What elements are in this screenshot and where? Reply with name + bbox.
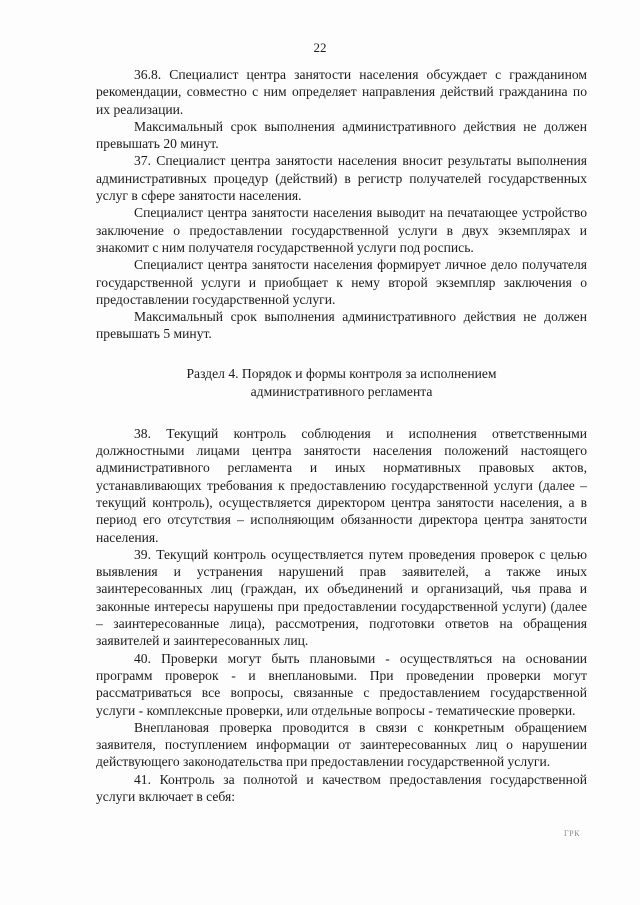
paragraph-personal-file: Специалист центра занятости населения формирует личное дело получателя государственной услуги и приобщает к нему второй экземпляр заключения о предоставлении государственной услуги. [96,257,587,307]
page-number: 22 [313,40,327,55]
paragraph-time-limit-20: Максимальный срок выполнения административного действия не должен превышать 20 минут. [96,118,587,152]
paragraph-print-conclusion: Специалист центра занятости населения выводит на печатающее устройство заключение о предоставлении государственной услуги в двух экземплярах и знакомит с ним получателя государственной услуги под роспись. [96,205,587,255]
document-body [96,66,587,805]
section-heading [96,365,587,401]
paragraph-41: 41. Контроль за полнотой и качеством предоставления государственной услуги включает в себя: [96,771,587,804]
paragraph-38: 38. Текущий контроль соблюдения и исполнения ответственными должностными лицами центра занятости населения положений настоящего административного регламента и иных нормативных правовых актов, устанавливающих требования к предоставлению государственной услуги (далее – текущий контроль), осуществляется директором центра занятости населения, а в период его отсутствия – исполняющим обязанности директора центра занятости населения. [96,425,587,545]
paragraph-39: 39. Текущий контроль осуществляется путем проведения проверок с целью выявления и устранения нарушений прав заявителей, а также иных заинтересованных лиц (граждан, их объединений и организаций, чья права и законные интересы нарушены при предоставлении государственной услуги) (далее – заинтересованные лица), рассмотрения, подготовки ответов на обращения заявителей и заинтересованных лиц. [96,546,587,649]
section-heading-line1: Раздел 4. Порядок и формы контроля за исполнением [186,365,497,381]
paragraph-time-limit-5: Максимальный срок выполнения административного действия не должен превышать 5 минут. [96,309,587,342]
paragraph-unscheduled-check: Внеплановая проверка проводится в связи с конкретным обращением заявителя, поступлением информации от заинтересованных лиц о нарушении действующего законодательства при предоставлении государственной услуги. [96,719,587,770]
section-heading-line2: административного регламента [250,383,433,399]
paragraph-40: 40. Проверки могут быть плановыми - осуществляться на основании программ проверок - и внеплановыми. При проведении проверки могут рассматриваться все вопросы, связанные с предоставлением государственной услуги - комплексные проверки, или отдельные вопросы - тематические проверки. [96,650,587,718]
footer-mark: ГРК [564,829,580,838]
paragraph-36-8: 36.8. Специалист центра занятости населения обсуждает с гражданином рекомендации, совместно с ним определяет направления действий гражданина по их реализации. [96,67,587,117]
paragraph-37: 37. Специалист центра занятости населения вносит результаты выполнения административных процедур (действий) в регистр получателей государственных услуг в сфере занятости населения. [96,153,587,204]
